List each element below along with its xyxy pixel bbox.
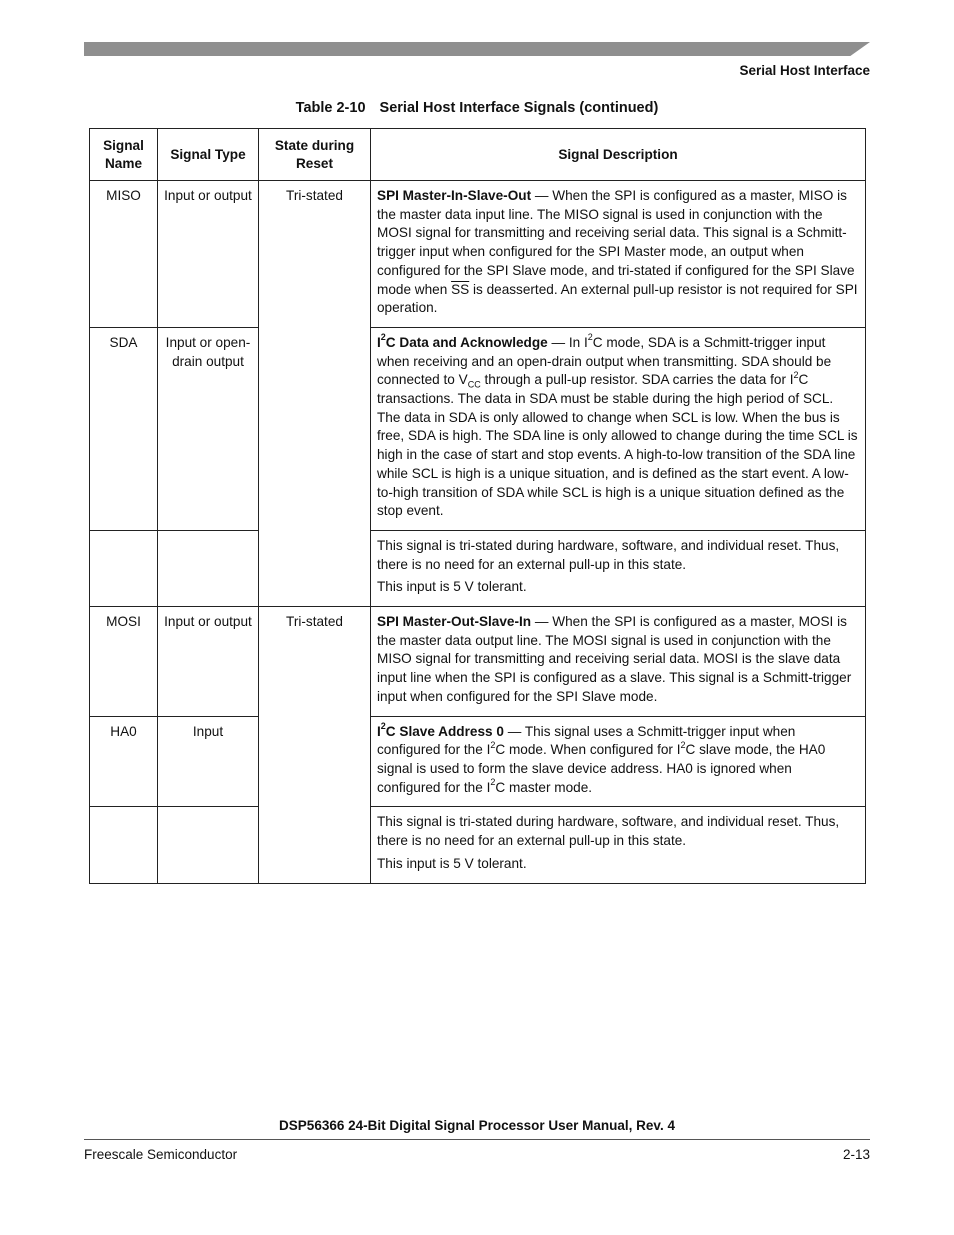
- col-header-signal-description: Signal Description: [371, 129, 866, 181]
- description-title: $I^2C$ Slave Address 0: [377, 721, 504, 739]
- table-number: Table 2-10: [295, 100, 366, 116]
- note-text: This signal is tri-stated during hardware, software, and individual reset. Thus, there is no need for an external pull-up in this state.: [377, 537, 840, 572]
- col-header-signal-name: Signal Name: [90, 129, 158, 181]
- table-row-mosi: [90, 607, 866, 717]
- signal-type: Input or output: [158, 181, 259, 328]
- empty-cell: [158, 807, 259, 883]
- table-row-ha0: [90, 716, 866, 807]
- footer-manual-title: DSP56366 24-Bit Digital Signal Processor User Manual, Rev. 4: [279, 1118, 675, 1133]
- note-text: This input is 5 V tolerant.: [377, 855, 527, 871]
- table-title: Serial Host Interface Signals (continued): [379, 100, 659, 116]
- note-text: This signal is tri-stated during hardware, software, and individual reset. Thus, there is no need for an external pull-up in this state.: [377, 814, 840, 849]
- table-row-note: [90, 530, 866, 606]
- description-text: is deasserted. An external pull-up resistor is not required for SPI operation.: [377, 281, 858, 316]
- description-title: $I^2C$ Data and Acknowledge: [377, 332, 548, 350]
- table-row-note: [90, 807, 866, 883]
- signal-description: [371, 181, 866, 328]
- footer-page-number: 2-13: [842, 1147, 870, 1162]
- signal-name: SDA: [90, 327, 158, 530]
- reset-state: Tri-stated: [259, 181, 371, 607]
- signal-name: MISO: [90, 181, 158, 328]
- empty-cell: [90, 530, 158, 606]
- description-text: — When the SPI is configured as a master, MOSI is the master data output line. The MOSI signal is used in conjunction with the MISO signal for transmitting and receiving serial data. MOSI is the slave data input line when the SPI is configured as a slave. This signal is a Schmitt-trigger input when configured for the SPI Slave mode.: [377, 614, 852, 704]
- signal-name: MOSI: [90, 607, 158, 717]
- description-title: SPI Master-In-Slave-Out: [377, 188, 532, 203]
- col-header-state-during-reset: State during Reset: [259, 129, 371, 181]
- table-header-row: [90, 129, 866, 181]
- signal-type: Input: [158, 716, 259, 807]
- signal-type: Input or open-drain output: [158, 327, 259, 530]
- signal-description: [371, 607, 866, 717]
- section-title: Serial Host Interface: [739, 63, 870, 78]
- signal-description: $I^2C$ Data and Acknowledge — In $I^2C$ mode, SDA is a Schmitt-trigger input when receiving and an open-drain output when transmitting. SDA should be connected to $V_{CC}$ through a pull-up resistor. SDA carries the data for $I^2C$ transactions. The data in SDA must be stable during the high period of SCL. The data in SDA is only allowed to change when SCL is low. When the bus is free, SDA is high. The SDA line is only allowed to change during the time SCL is high in the case of start and stop events. A high-to-low transition of the SDA line while SCL is high is a unique situation, and is defined as the start event. A low-to-high transition of SDA while SCL is high is a unique situation defined as the stop event.: [371, 327, 866, 530]
- table-row-sda: [90, 327, 866, 530]
- signal-description: [371, 530, 866, 606]
- reset-state: Tri-stated: [259, 607, 371, 883]
- signal-description: [371, 807, 866, 883]
- empty-cell: [158, 530, 259, 606]
- col-header-signal-type: Signal Type: [158, 129, 259, 181]
- signal-name: HA0: [90, 716, 158, 807]
- footer-company: Freescale Semiconductor: [84, 1147, 238, 1162]
- table-caption: [0, 100, 954, 116]
- signals-table: [89, 128, 866, 884]
- empty-cell: [90, 807, 158, 883]
- table-row-miso: [90, 181, 866, 328]
- description-text: — When the SPI is configured as a master, MISO is the master data input line. The MISO signal is used in conjunction with the MOSI signal for transmitting and receiving serial data. This signal is a Schmitt-trigger input when configured for the SPI Master mode, an output when configured for the SPI Slave mode, and tri-stated if configured for the SPI Slave mode when: [377, 188, 855, 297]
- description-title: SPI Master-Out-Slave-In: [377, 614, 532, 630]
- ss-overbar-text: $\overline{SS}$: [451, 281, 470, 297]
- signal-description: $I^2C$ Slave Address 0 — This signal uses a Schmitt-trigger input when configured for the $I^2C$ mode. When configured for $I^2C$ slave mode, the HA0 signal is used to form the slave device address. HA0 is ignored when configured for the $I^2C$ master mode.: [371, 716, 866, 807]
- signal-type: Input or output: [158, 607, 259, 717]
- note-text: This input is 5 V tolerant.: [377, 579, 527, 595]
- header-bar: [84, 42, 870, 56]
- footer-divider: [84, 1139, 870, 1140]
